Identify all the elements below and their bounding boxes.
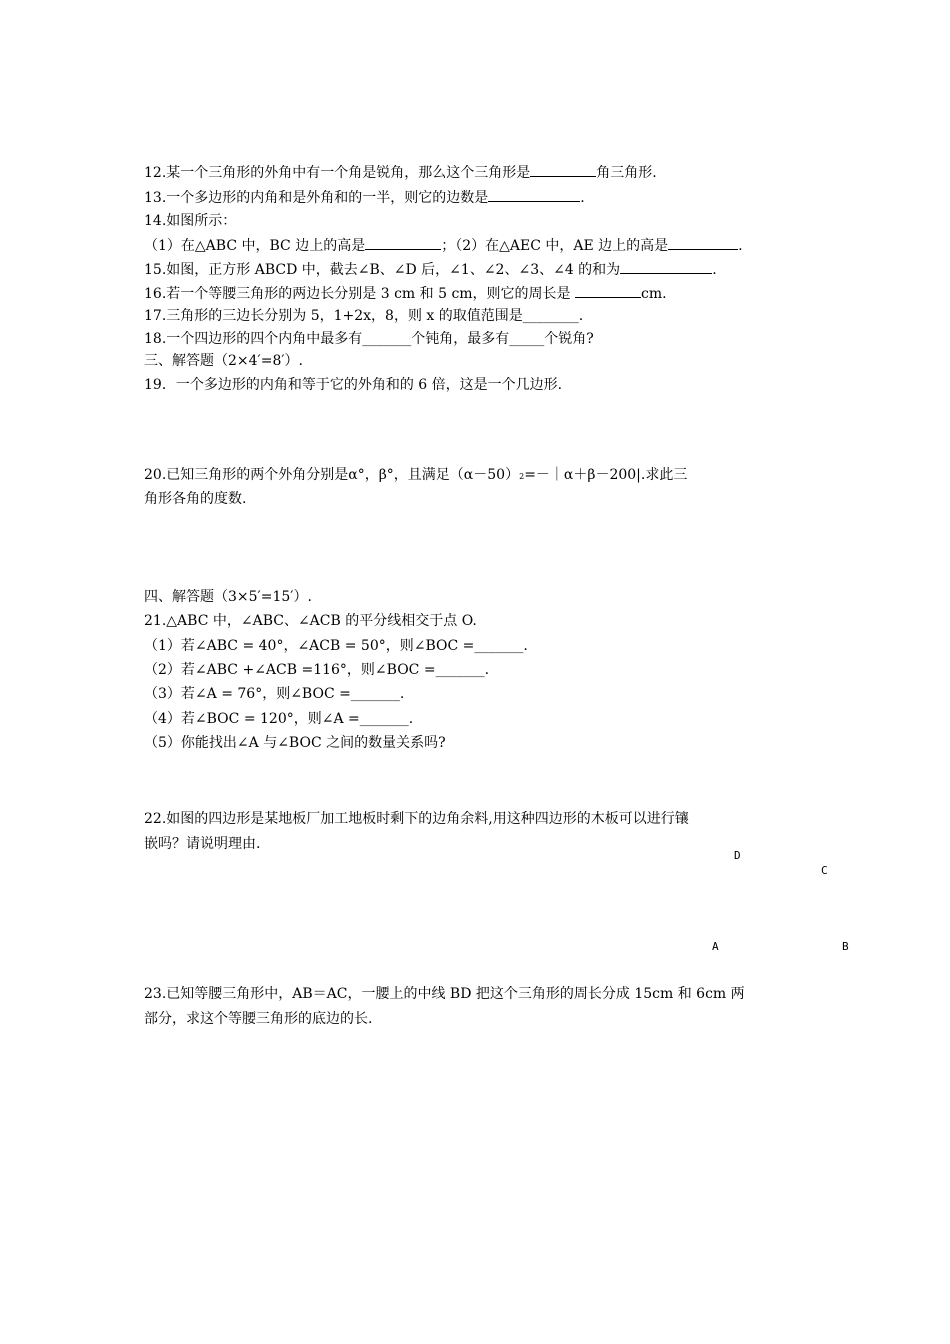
q16-text-end: cm. (641, 286, 667, 302)
question-22-line-2: 嵌吗？请说明理由. (144, 836, 261, 852)
section-3-heading: 三、解答题（2×4′=8′）. (144, 353, 303, 369)
question-20-line-1 (144, 466, 687, 486)
question-13 (144, 188, 585, 207)
question-20-line-2: 角形各角的度数. (144, 491, 247, 507)
q15-text-end: . (712, 262, 717, 278)
figure-label-c: C (821, 864, 828, 877)
question-14-parts (144, 236, 743, 255)
question-15 (144, 260, 717, 279)
q14-part2: ；（2）在△AEC 中，AE 边上的高是 (441, 238, 669, 254)
q14-blank-2[interactable] (668, 236, 738, 250)
question-23-line-1: 23.已知等腰三角形中，AB＝AC，一腰上的中线 BD 把这个三角形的周长分成 15cm 和 6cm 两 (144, 986, 745, 1002)
q13-text-end: . (580, 190, 585, 206)
question-21-item-5: （5）你能找出∠A 与∠BOC 之间的数量关系吗? (144, 735, 446, 751)
figure-label-b: B (842, 940, 849, 953)
q14-text-end: . (738, 238, 743, 254)
question-17: 17.三角形的三边长分别为 5，1+2x，8，则 x 的取值范围是________. (144, 308, 584, 324)
q16-text: 16.若一个等腰三角形的两边长分别是 3 cm 和 5 cm，则它的周长是 (144, 286, 571, 302)
q12-text-end: 角三角形. (596, 165, 657, 181)
q12-text: 12.某一个三角形的外角中有一个角是锐角，那么这个三角形是 (144, 165, 531, 181)
question-21-item-4: （4）若∠BOC = 120°，则∠A =_______. (144, 711, 414, 727)
question-23-line-2: 部分，求这个等腰三角形的底边的长. (144, 1011, 373, 1027)
q15-text: 15.如图，正方形 ABCD 中，截去∠B、∠D 后，∠1、∠2、∠3、∠4 的和为 (144, 262, 621, 278)
q14-part1: （1）在△ABC 中，BC 边上的高是 (144, 238, 366, 254)
question-21-item-2: （2）若∠ABC +∠ACB =116°，则∠BOC =_______. (144, 662, 490, 678)
figure-label-d: D (734, 849, 741, 862)
question-14-title: 14.如图所示： (144, 213, 237, 229)
q16-blank[interactable] (575, 284, 641, 298)
question-16 (144, 284, 667, 303)
question-12 (144, 163, 657, 182)
q13-blank[interactable] (488, 188, 580, 202)
question-19: 19．一个多边形的内角和等于它的外角和的 6 倍，这是一个几边形. (144, 377, 563, 393)
q20-text-a: 20.已知三角形的两个外角分别是α°，β°，且满足（α－50） (144, 467, 520, 483)
q12-blank[interactable] (530, 163, 596, 177)
q15-blank[interactable] (620, 260, 712, 274)
question-21-item-1: （1）若∠ABC = 40°，∠ACB = 50°，则∠BOC =_______. (144, 638, 528, 654)
question-22-line-1: 22.如图的四边形是某地板厂加工地板时剩下的边角余料,用这种四边形的木板可以进行镶 (144, 811, 689, 827)
question-18: 18.一个四边形的四个内角中最多有_______个钝角，最多有_____个锐角? (144, 331, 594, 347)
q14-blank-1[interactable] (365, 236, 441, 250)
question-21-stem: 21.△ABC 中，∠ABC、∠ACB 的平分线相交于点 O. (144, 613, 477, 629)
q20-exponent: 2 (519, 472, 525, 481)
q20-text-b: =－｜α＋β－200|.求此三 (524, 467, 688, 483)
figure-label-a: A (712, 940, 719, 953)
q13-text: 13.一个多边形的内角和是外角和的一半，则它的边数是 (144, 190, 489, 206)
question-21-item-3: （3）若∠A = 76°，则∠BOC =_______. (144, 686, 405, 702)
section-4-heading: 四、解答题（3×5′=15′）. (144, 589, 312, 605)
